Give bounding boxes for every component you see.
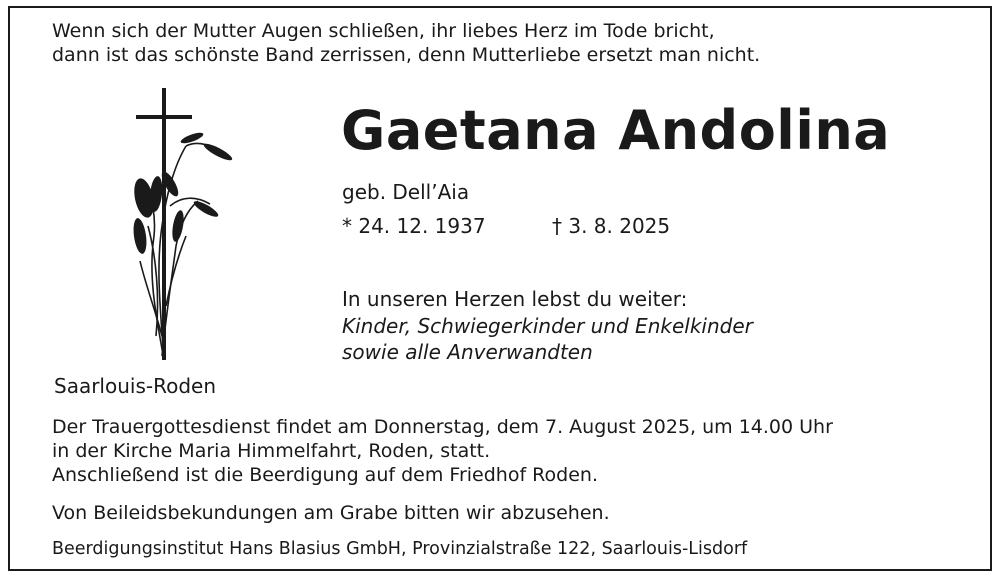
service-line-1: Der Trauergottesdienst findet am Donnerstag, dem 7. August 2025, um 14.00 Uhr bbox=[52, 416, 833, 438]
service-line-3: Anschließend ist die Beerdigung auf dem Friedhof Roden. bbox=[52, 464, 598, 486]
mourners-line-1: Kinder, Schwiegerkinder und Enkelkinder bbox=[342, 314, 753, 338]
verse-line-2: dann ist das schönste Band zerrissen, denn Mutterliebe ersetzt man nicht. bbox=[52, 44, 761, 66]
mourners-intro: In unseren Herzen lebst du weiter: bbox=[342, 287, 688, 311]
place-name: Saarlouis-Roden bbox=[54, 374, 217, 398]
service-line-2: in der Kirche Maria Himmelfahrt, Roden, statt. bbox=[52, 440, 491, 462]
deceased-name: Gaetana Andolina bbox=[341, 99, 891, 162]
verse-line-1: Wenn sich der Mutter Augen schließen, ihr liebes Herz im Tode bricht, bbox=[52, 20, 715, 42]
birth-date: * 24. 12. 1937 bbox=[342, 214, 486, 238]
cross-with-wheat-icon bbox=[126, 86, 246, 362]
death-date: † 3. 8. 2025 bbox=[552, 214, 671, 238]
condolence-note: Von Beileidsbekundungen am Grabe bitten wir abzusehen. bbox=[52, 502, 610, 524]
birth-name: geb. Dell’Aia bbox=[342, 180, 470, 204]
undertaker-line: Beerdigungsinstitut Hans Blasius GmbH, Provinzialstraße 122, Saarlouis-Lisdorf bbox=[52, 539, 748, 559]
mourners-line-2: sowie alle Anverwandten bbox=[342, 340, 593, 364]
